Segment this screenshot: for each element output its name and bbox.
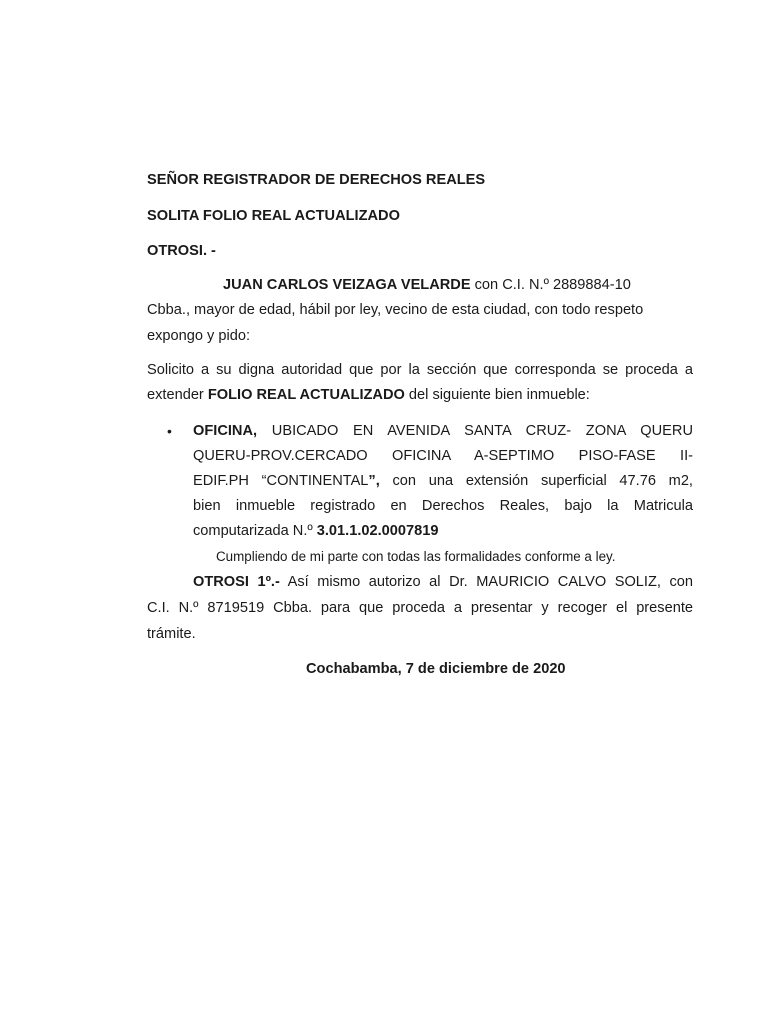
intro-line-3: expongo y pido:	[147, 328, 251, 344]
bullet-line-2: QUERU-PROV.CERCADO OFICINA A-SEPTIMO PISO-FASE II-	[193, 448, 693, 464]
heading-registrar: SEÑOR REGISTRADOR DE DERECHOS REALES	[147, 172, 486, 188]
otrosi1-line-1-rest: Así mismo autorizo al Dr. MAURICIO CALVO SOLIZ, con	[279, 574, 693, 590]
heading-otrosi: OTROSI. -	[147, 243, 216, 259]
otrosi1-line-2: C.I. N.º 8719519 Cbba. para que proceda a presentar y recoger el presente	[147, 600, 693, 616]
otrosi1-line-1	[193, 574, 693, 590]
request-line-1: Solicito a su digna autoridad que por la sección que corresponda se proceda a	[147, 362, 693, 378]
intro-line-2: Cbba., mayor de edad, hábil por ley, vecino de esta ciudad, con todo respeto	[147, 302, 644, 318]
bullet-oficina-label: OFICINA,	[193, 423, 258, 439]
bullet-line-3-pre: EDIF.PH “CONTINENTAL	[193, 473, 369, 489]
bullet-line-5-pre: computarizada N.º	[193, 523, 317, 539]
bullet-marker: •	[167, 423, 172, 439]
bullet-line-5	[193, 523, 439, 539]
request-line-2-pre: extender	[147, 387, 208, 403]
bullet-line-1	[193, 423, 693, 439]
request-folio-title: FOLIO REAL ACTUALIZADO	[207, 387, 405, 403]
matricula-number: 3.01.1.02.0007819	[316, 523, 439, 539]
heading-request: SOLITA FOLIO REAL ACTUALIZADO	[147, 208, 400, 224]
intro-line-1	[223, 277, 631, 293]
petitioner-name: JUAN CARLOS VEIZAGA VELARDE	[223, 277, 471, 293]
bullet-line-3-post: con una extensión superficial 47.76 m2,	[379, 473, 693, 489]
bullet-line-3	[193, 473, 693, 489]
bullet-line-4: bien inmueble registrado en Derechos Reales, bajo la Matricula	[193, 498, 693, 514]
place-date: Cochabamba, 7 de diciembre de 2020	[306, 661, 566, 677]
otrosi1-line-3: trámite.	[147, 626, 196, 642]
petitioner-ci: con C.I. N.º 2889884-10	[470, 277, 631, 293]
otrosi1-label: OTROSI 1º.-	[193, 574, 280, 590]
bullet-line-1-rest: UBICADO EN AVENIDA SANTA CRUZ- ZONA QUERU	[257, 423, 693, 439]
request-line-2-post: del siguiente bien inmueble:	[404, 387, 590, 403]
request-line-2	[147, 387, 590, 403]
bullet-line-3-bold: ”,	[368, 473, 380, 489]
compliance-note: Cumpliendo de mi parte con todas las formalidades conforme a ley.	[216, 549, 616, 564]
